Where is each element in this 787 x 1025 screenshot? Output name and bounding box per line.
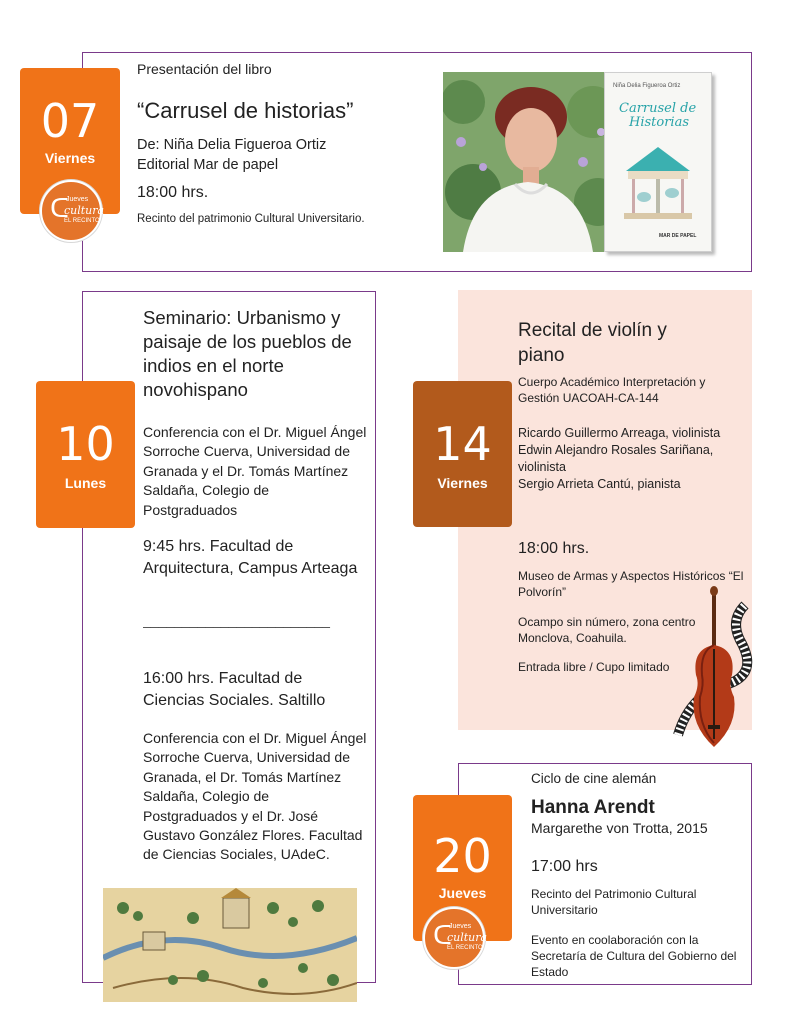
event-time: 18:00 hrs.	[137, 184, 209, 201]
date-day: Jueves	[438, 885, 487, 901]
book-author: De: Niña Delia Figueroa Ortiz	[137, 137, 327, 153]
event-label: Presentación del libro	[137, 61, 272, 77]
book-cover	[604, 72, 712, 252]
violin-piano-image	[670, 585, 755, 755]
film-title: Hanna Arendt	[531, 797, 655, 818]
seminar-conference-2: Conferencia con el Dr. Miguel Ángel Sorroche Cuerva, Universidad de Granada, el Dr. Tomás Martínez Saldaña, Colegio de Postgraduados y el Dr. José Gustavo González Flores. Facultad de Ciencias Sociales, UAdeC.	[143, 730, 367, 863]
book-title: “Carrusel de historias”	[137, 98, 354, 123]
book-cover-publisher: MAR DE PAPEL	[659, 233, 697, 239]
book-cover-author: Niña Delia Figueroa Ortiz	[613, 83, 681, 89]
seminar-conference-1: Conferencia con el Dr. Miguel Ángel Sorroche Cuerva, Universidad de Granada y el Dr. Tomás Martínez Saldaña, Colegio de Postgraduados	[143, 424, 367, 518]
jueves-cultura-logo: ᑕ Jueves cultura EL RECINTO	[40, 180, 102, 242]
recital-group: Cuerpo Académico Interpretación y Gestión UACOAH-CA-144	[518, 375, 706, 405]
recital-title: Recital de violín y piano	[518, 320, 667, 366]
seminar-time-2: 16:00 hrs. Facultad de Ciencias Sociales. Saltillo	[143, 670, 326, 709]
film-time: 17:00 hrs	[531, 858, 598, 875]
event-venue: Recinto del patrimonio Cultural Universitario.	[137, 213, 365, 225]
jueves-cultura-logo: ᑕ Jueves cultura EL RECINTO	[423, 907, 485, 969]
date-tab-14	[413, 381, 512, 527]
date-number: 14	[433, 417, 492, 471]
date-day: Lunes	[64, 475, 107, 491]
date-day: Viernes	[44, 150, 96, 166]
film-director: Margarethe von Trotta, 2015	[531, 820, 708, 836]
seminar-time-1: 9:45 hrs. Facultad de Arquitectura, Campus Arteaga	[143, 538, 358, 577]
book-cover-title-1: Carrusel de	[619, 101, 697, 116]
film-collaboration: Evento en coolaboración con la Secretaría de Cultura del Gobierno del Estado	[531, 933, 737, 979]
seminar-divider: ________________________	[143, 612, 330, 628]
recital-venue: Museo de Armas y Aspectos Históricos “El Polvorín”	[518, 569, 744, 599]
author-photo	[443, 72, 613, 252]
date-number: 10	[56, 417, 115, 471]
seminar-title: Seminario: Urbanismo y paisaje de los pueblos de indios en el norte novohispano	[143, 307, 352, 400]
film-venue: Recinto del Patrimonio Cultural Universitario	[531, 887, 697, 917]
date-day: Viernes	[437, 475, 488, 491]
date-tab-10	[36, 381, 135, 528]
book-cover-title-2: Historias	[629, 115, 690, 130]
recital-time: 18:00 hrs.	[518, 540, 590, 557]
recital-address: Ocampo sin número, zona centro Monclova, Coahuila.	[518, 615, 696, 645]
historic-map-image	[103, 888, 357, 1002]
film-cycle-label: Ciclo de cine alemán	[531, 771, 657, 786]
recital-entry: Entrada libre / Cupo limitado	[518, 660, 670, 674]
date-number: 07	[40, 94, 100, 148]
book-publisher: Editorial Mar de papel	[137, 157, 279, 173]
date-number: 20	[433, 829, 492, 883]
recital-performers: Ricardo Guillermo Arreaga, violinista Edwin Alejandro Rosales Sariñana, violinista Sergio Arrieta Cantú, pianista	[518, 426, 721, 491]
